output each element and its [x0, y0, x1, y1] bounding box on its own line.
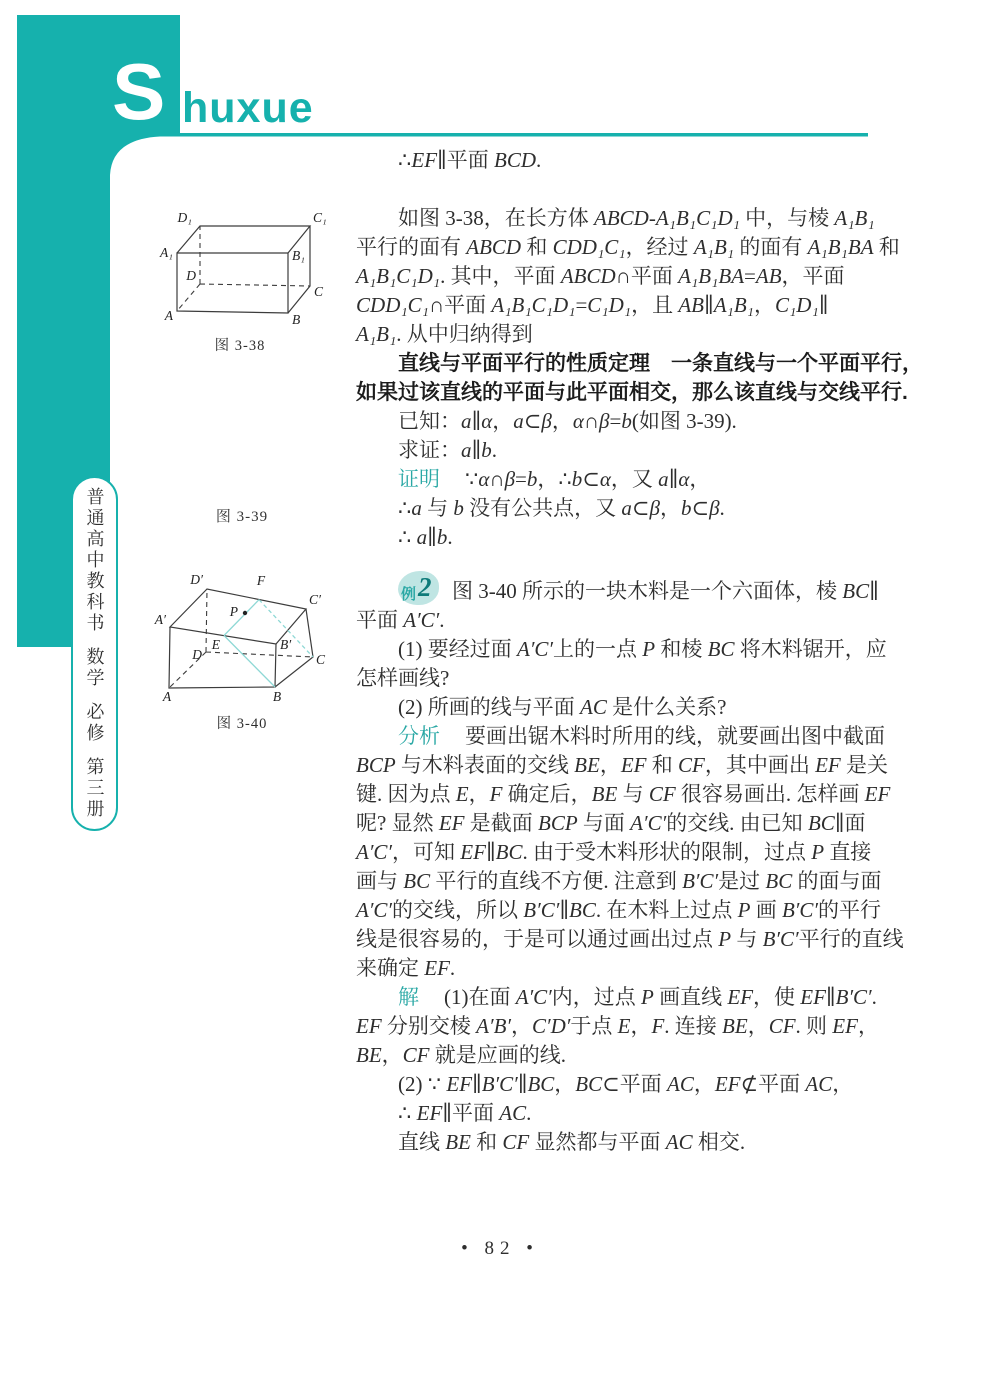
- text-line: [356, 262, 876, 291]
- line-text: 图 3-40 所示的一块木料是一个六面体，棱 BC∥: [452, 579, 879, 603]
- line-text: BCP 与木料表面的交线 BE，EF 和 CF，其中画出 EF 是关: [356, 753, 888, 777]
- logo-text: huxue: [182, 84, 314, 132]
- text-line: [356, 983, 876, 1012]
- text-line: [356, 523, 876, 552]
- line-text: 画与 BC 平行的直线不方便. 注意到 B′C′是过 BC 的面与面: [356, 869, 882, 893]
- text-line: [356, 954, 876, 983]
- line-text: (2) 所画的线与平面 AC 是什么关系?: [398, 695, 727, 719]
- text-line: [356, 1012, 879, 1041]
- line-text: BE，CF 就是应画的线.: [356, 1043, 566, 1067]
- text-line: [356, 571, 879, 606]
- text-line: [356, 780, 891, 809]
- text-line: [356, 1099, 876, 1128]
- line-text: (1)在面 A′C′内，过点 P 画直线 EF，使 EF∥B′C′.: [444, 985, 877, 1009]
- vertex-label: B₁: [292, 248, 305, 263]
- figure-caption: 图 3-40: [216, 716, 268, 732]
- text-line: [356, 146, 876, 175]
- vertex-label: A: [162, 689, 172, 704]
- step-label: 证明: [398, 468, 440, 491]
- text-line: [356, 320, 876, 349]
- text-column: [356, 146, 923, 1157]
- line-text: ∴ EF∥平面 AC.: [398, 1101, 532, 1125]
- block-theorem: [356, 349, 923, 407]
- page-number: • 82 •: [461, 1238, 539, 1259]
- vertex-label: D: [192, 647, 202, 662]
- step-label: 解: [398, 986, 419, 1009]
- vertex-label: D₁: [177, 210, 192, 225]
- logo-letter-s: S: [112, 47, 166, 136]
- text-line: [356, 1041, 876, 1070]
- step-label: 分析: [398, 725, 440, 748]
- badge-number: 2: [418, 572, 432, 602]
- text-line: [356, 233, 900, 262]
- book-title-part: 数学: [84, 647, 105, 689]
- text-line: [356, 838, 876, 867]
- line-text: EF 分别交棱 A′B′，C′D′于点 E，F. 连接 BE，CF. 则 EF，: [356, 1014, 879, 1038]
- line-text: ∴ a∥b.: [398, 525, 453, 549]
- vertex-label: B: [292, 312, 301, 327]
- figure-3-39-caption: 图 3-39: [215, 509, 269, 525]
- line-text: A₁B₁. 从中归纳得到: [356, 322, 533, 346]
- line-text: ∴EF∥平面 BCD.: [398, 148, 542, 172]
- vertex-label: B′: [280, 637, 292, 652]
- point-p-dot: [243, 611, 247, 615]
- line-text: 直线 BE 和 CF 显然都与平面 AC 相交.: [398, 1130, 746, 1154]
- vertex-label: E: [211, 637, 220, 652]
- vertex-label: P: [229, 604, 238, 619]
- text-line: [356, 1128, 876, 1157]
- vertex-label: A′: [154, 612, 166, 627]
- book-title-part: 第三册: [84, 757, 105, 820]
- book-title-part: 普通高中教科书: [84, 487, 105, 634]
- text-line: [356, 751, 888, 780]
- cuboid-solid-edges: [177, 226, 310, 313]
- block-given: [356, 407, 876, 465]
- vertex-label: D: [186, 268, 196, 283]
- line-text: (1) 要经过面 A′C′上的一点 P 和棱 BC 将木料锯开，应: [398, 637, 887, 661]
- text-line: [356, 378, 908, 407]
- block-analysis: [356, 722, 904, 983]
- block-para: [356, 204, 900, 349]
- line-text: 要画出锯木料时所用的线，就要画出图中截面: [465, 724, 885, 748]
- line-text: 平面 A′C′.: [356, 608, 445, 632]
- text-line: [356, 867, 882, 896]
- vertex-label: C₁: [313, 210, 327, 225]
- text-line: [356, 606, 876, 635]
- vertex-label: C′: [309, 592, 321, 607]
- line-text: 如果过该直线的平面与此平面相交，那么该直线与交线平行.: [356, 381, 908, 404]
- block-continuation: [356, 146, 876, 175]
- text-line: [356, 349, 923, 378]
- book-title-part: 必修: [84, 702, 105, 744]
- line-text: 怎样画线?: [356, 666, 450, 690]
- line-text: 键. 因为点 E，F 确定后，BE 与 CF 很容易画出. 怎样画 EF: [356, 782, 891, 806]
- line-text: 来确定 EF.: [356, 956, 456, 980]
- text-line: [356, 465, 876, 494]
- line-text: A₁B₁C₁D₁. 其中，平面 ABCD∩平面 A₁B₁BA=AB，平面: [356, 264, 845, 288]
- line-text: 如图 3-38，在长方体 ABCD-A₁B₁C₁D₁ 中，与棱 A₁B₁: [398, 206, 875, 230]
- text-line: [356, 291, 876, 320]
- line-text: (2) ∵ EF∥B′C′∥BC，BC⊂平面 AC，EF⊄平面 AC，: [398, 1072, 854, 1096]
- text-line: [356, 407, 876, 436]
- text-line: [356, 664, 876, 693]
- text-line: [356, 809, 876, 838]
- block-example: [356, 571, 887, 722]
- figure-3-40: [145, 570, 340, 735]
- vertex-label: F: [256, 573, 266, 588]
- text-line: [356, 925, 904, 954]
- block-proof: [356, 465, 876, 552]
- text-line: [356, 635, 887, 664]
- vertex-label: A₁: [160, 245, 173, 260]
- line-text: A′C′，可知 EF∥BC. 由于受木料形状的限制，过点 P 直接: [356, 840, 872, 864]
- vertex-label: C: [314, 284, 324, 299]
- line-text: ∵α∩β=b，∴b⊂α，又 a∥α，: [465, 467, 711, 491]
- vertex-label: C: [316, 652, 326, 667]
- figure-3-38: [140, 196, 340, 358]
- line-text: 已知：a∥α，a⊂β，α∩β=b(如图 3-39).: [398, 409, 737, 433]
- line-text: 线是很容易的，于是可以通过画出过点 P 与 B′C′平行的直线: [356, 927, 904, 951]
- text-line: [356, 436, 876, 465]
- badge-prefix: 例: [401, 586, 417, 603]
- text-line: [356, 722, 885, 751]
- text-line: [356, 896, 881, 925]
- line-text: A′C′的交线，所以 B′C′∥BC. 在木料上过点 P 画 B′C′的平行: [356, 898, 881, 922]
- vertex-label: B: [272, 689, 282, 704]
- line-text: CDD₁C₁∩平面 A₁B₁C₁D₁=C₁D₁，且 AB∥A₁B₁，C₁D₁∥: [356, 293, 829, 317]
- vertex-label: D′: [190, 572, 203, 587]
- line-text: 平行的面有 ABCD 和 CDD₁C₁，经过 A₁B₁ 的面有 A₁B₁BA 和: [356, 235, 900, 259]
- cuboid-hidden-edges: [177, 226, 310, 311]
- text-line: [356, 204, 876, 233]
- book-title-pill: [71, 476, 118, 831]
- line-text: 求证：a∥b.: [398, 438, 497, 462]
- vertex-label: A: [164, 308, 173, 323]
- line-text: 直线与平面平行的性质定理 一条直线与一个平面平行，: [398, 352, 923, 375]
- figure-caption: 图 3-38: [214, 338, 266, 354]
- text-line: [356, 494, 876, 523]
- text-line: [356, 1070, 876, 1099]
- text-line: [356, 693, 876, 722]
- block-solution: [356, 983, 879, 1157]
- line-text: 呢? 显然 EF 是截面 BCP 与面 A′C′的交线. 由已知 BC∥面: [356, 811, 866, 835]
- line-text: ∴a 与 b 没有公共点，又 a⊂β，b⊂β.: [398, 496, 725, 520]
- hexahedron-solid-edges: [169, 589, 313, 688]
- example-badge: [398, 571, 439, 605]
